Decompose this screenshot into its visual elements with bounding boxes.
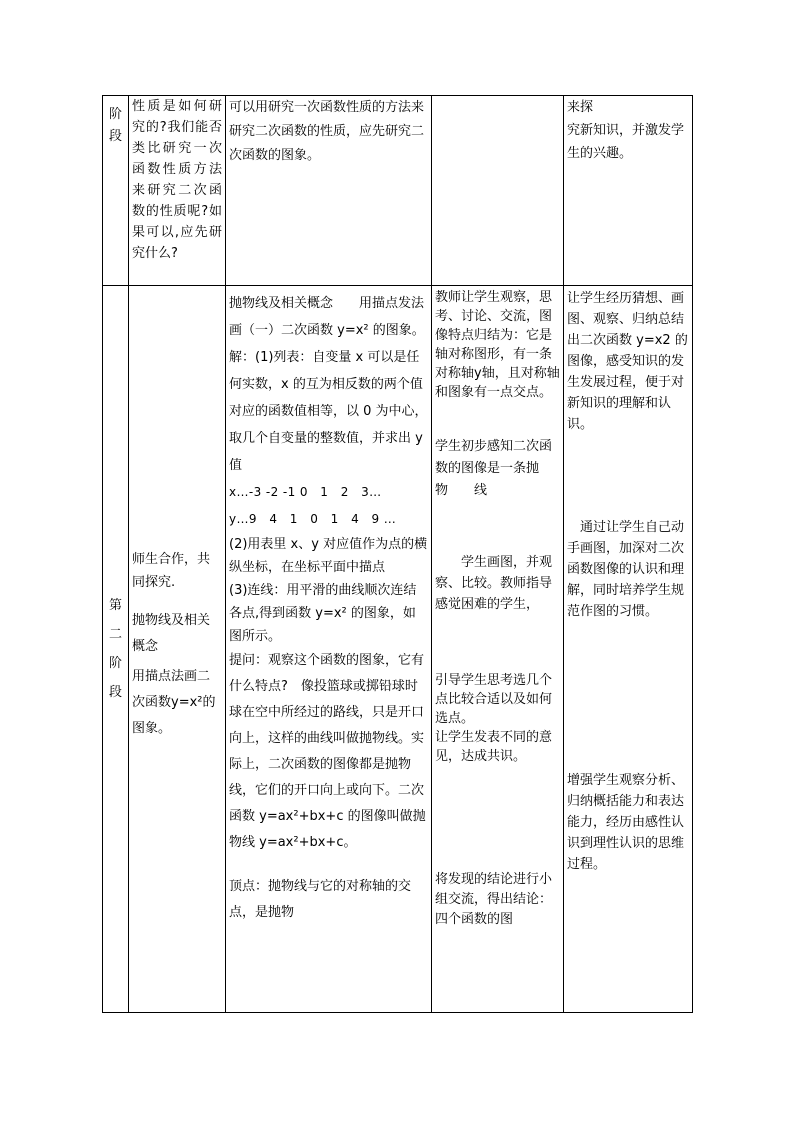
activity-line: 学生初步感知二次函数的图像是一条抛 物 线 <box>435 439 566 498</box>
table-x-values: x…-3 -2 -1 0 1 2 3… <box>229 485 382 499</box>
question-line: 用描点法画二次函数y=x²的图象。 <box>132 669 216 736</box>
activity-line: 学生画图，并观察、比较。教师指导感觉困难的学生， <box>435 555 553 612</box>
content-cell <box>226 286 432 1013</box>
table-row <box>103 96 693 286</box>
content-line: 顶点：抛物线与它的对称轴的交点，是抛物 <box>229 879 412 920</box>
activity-line: 教师让学生观察，思考、讨论、交流，图像特点归结为：它是轴对称图形，有一条对称轴y轴，且对称轴和图象有一点交点。 <box>435 290 560 400</box>
activity-line: 让学生发表不同的意见，达成共识。 <box>435 730 553 764</box>
design-intent-cell <box>564 286 693 1013</box>
design-intent-cell <box>564 96 693 286</box>
design-intent-line: 让学生经历猜想、画图、观察、归纳总结出二次函数 y=x2 的图像，感受知识的发生发展过程，便于对新知识的理解和认识。 <box>567 291 688 432</box>
table-y-values: y…9 4 1 0 1 4 9 … <box>229 512 397 526</box>
stage-cell <box>103 286 129 1013</box>
content-line: 抛物线及相关概念 用描点发法画（一）二次函数 y=x² 的图象。 解：(1)列表：自变量 x 可以是任何实数，x 的互为相反数的两个值对应的函数值相等，以 0 为中心，取几个自变量的整数值，并求出 y 值 <box>229 296 432 473</box>
question-line: 抛物线及相关概念 <box>132 613 211 654</box>
design-intent-text: 究新知识，并激发学生的兴趣。 <box>567 123 685 161</box>
activity-line: 引导学生思考选几个点比较合适以及如何选点。 <box>435 673 553 726</box>
question-cell <box>129 96 226 286</box>
content-line: (3)连线：用平滑的曲线顺次连结各点,得到函数 y=x² 的图象，如图所示。 <box>229 583 417 644</box>
table-row <box>103 286 693 1013</box>
question-cell <box>129 286 226 1013</box>
lesson-plan-table <box>102 95 693 1013</box>
stage-label: 第二阶段 <box>108 598 122 700</box>
teacher-activity-cell <box>432 286 564 1013</box>
question-text: 性质是如何研究的?我们能否类比研究一次函数性质方法来研究二次函数的性质呢?如果可以,应先研究什么? <box>132 99 222 261</box>
content-line: (2)用表里 x、y 对应值作为点的横纵坐标，在坐标平面中描点 <box>229 537 428 575</box>
stage-label: 阶段 <box>108 107 122 144</box>
design-intent-line: 增强学生观察分析、归纳概括能力和表达能力，经历由感性认识到理性认识的思维过程。 <box>567 773 685 872</box>
content-text: 可以用研究一次函数性质的方法来研究二次函数的性质，应先研究二次函数的图象。 <box>229 100 425 163</box>
design-intent-line: 来探 <box>567 100 594 115</box>
question-line: 师生合作，共同探究. <box>132 552 211 590</box>
stage-cell <box>103 96 129 286</box>
content-line: 提问：观察这个函数的图象，它有什么特点? 像投篮球或掷铅球时球在空中所经过的路线，只是开口向上，这样的曲线叫做抛物线。实际上，二次函数的图像都是抛物线，它们的开口向上或向下。二次函数 y=ax²+bx+c 的图像叫做抛物线 y=ax²+bx+c。 <box>229 653 426 850</box>
design-intent-line: 通过让学生自己动手画图，加深对二次函数图像的认识和理解，同时培养学生规范作图的习惯。 <box>567 520 685 619</box>
content-cell <box>226 96 432 286</box>
activity-line: 将发现的结论进行小组交流，得出结论：四个函数的图 <box>435 872 553 927</box>
teacher-activity-cell <box>432 96 564 286</box>
